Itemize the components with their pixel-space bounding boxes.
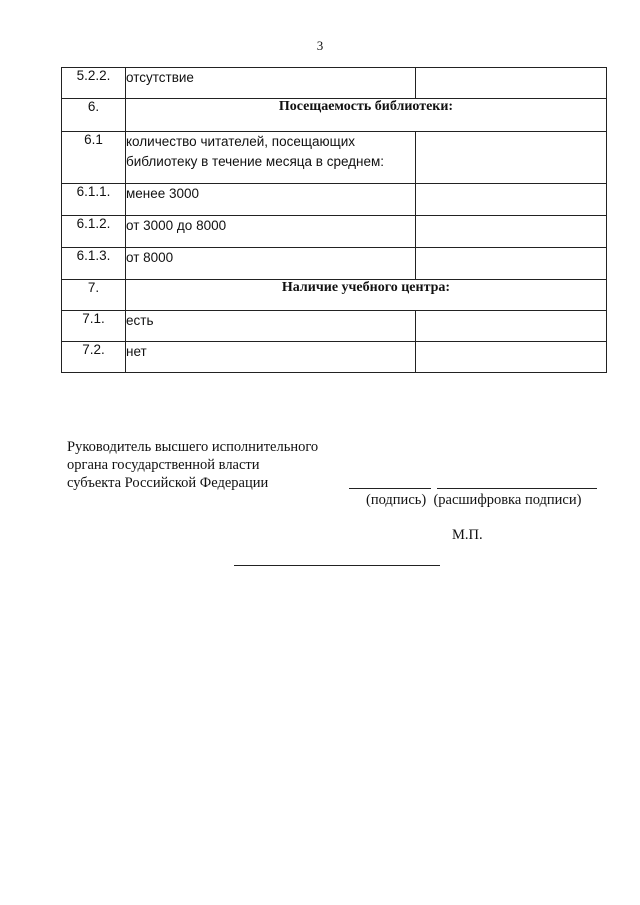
row-label: от 3000 до 8000 xyxy=(126,216,416,248)
row-value-cell xyxy=(416,184,607,216)
table-row xyxy=(62,248,607,280)
table-row xyxy=(62,311,607,342)
row-number: 7.2. xyxy=(62,342,126,373)
row-value-cell xyxy=(416,248,607,280)
section-number: 6. xyxy=(62,99,126,132)
row-number: 6.1.3. xyxy=(62,248,126,280)
row-number: 5.2.2. xyxy=(62,68,126,99)
table-row xyxy=(62,132,607,184)
form-table xyxy=(61,67,607,373)
row-value-cell xyxy=(416,216,607,248)
row-value-cell xyxy=(416,68,607,99)
row-value-cell xyxy=(416,342,607,373)
page-number: 3 xyxy=(316,38,324,53)
section-title: Наличие учебного центра: xyxy=(126,280,607,311)
section-row xyxy=(62,280,607,311)
signatory-line-2: органа государственной власти xyxy=(67,457,260,473)
section-row xyxy=(62,99,607,132)
row-label: количество читателей, посещающих библиотеку в течение месяца в среднем: xyxy=(126,132,416,184)
signature-line xyxy=(349,488,431,489)
section-title: Посещаемость библиотеки: xyxy=(126,99,607,132)
table-row xyxy=(62,216,607,248)
table-row xyxy=(62,342,607,373)
table-row xyxy=(62,68,607,99)
row-label: есть xyxy=(126,311,416,342)
signatory-line-3: субъекта Российской Федерации xyxy=(67,475,269,491)
row-label: отсутствие xyxy=(126,68,416,99)
section-number: 7. xyxy=(62,280,126,311)
name-transcript-line xyxy=(437,488,597,489)
signatory-title xyxy=(67,438,318,492)
end-divider-line xyxy=(234,565,440,566)
stamp-placeholder: М.П. xyxy=(452,527,483,543)
row-number: 6.1.2. xyxy=(62,216,126,248)
row-value-cell xyxy=(416,132,607,184)
row-number: 6.1 xyxy=(62,132,126,184)
row-label: менее 3000 xyxy=(126,184,416,216)
row-label: нет xyxy=(126,342,416,373)
signature-labels: (подпись) (расшифровка подписи) xyxy=(366,492,582,508)
table-row xyxy=(62,184,607,216)
row-label: от 8000 xyxy=(126,248,416,280)
row-number: 7.1. xyxy=(62,311,126,342)
signatory-line-1: Руководитель высшего исполнительного xyxy=(67,439,319,455)
row-number: 6.1.1. xyxy=(62,184,126,216)
row-value-cell xyxy=(416,311,607,342)
